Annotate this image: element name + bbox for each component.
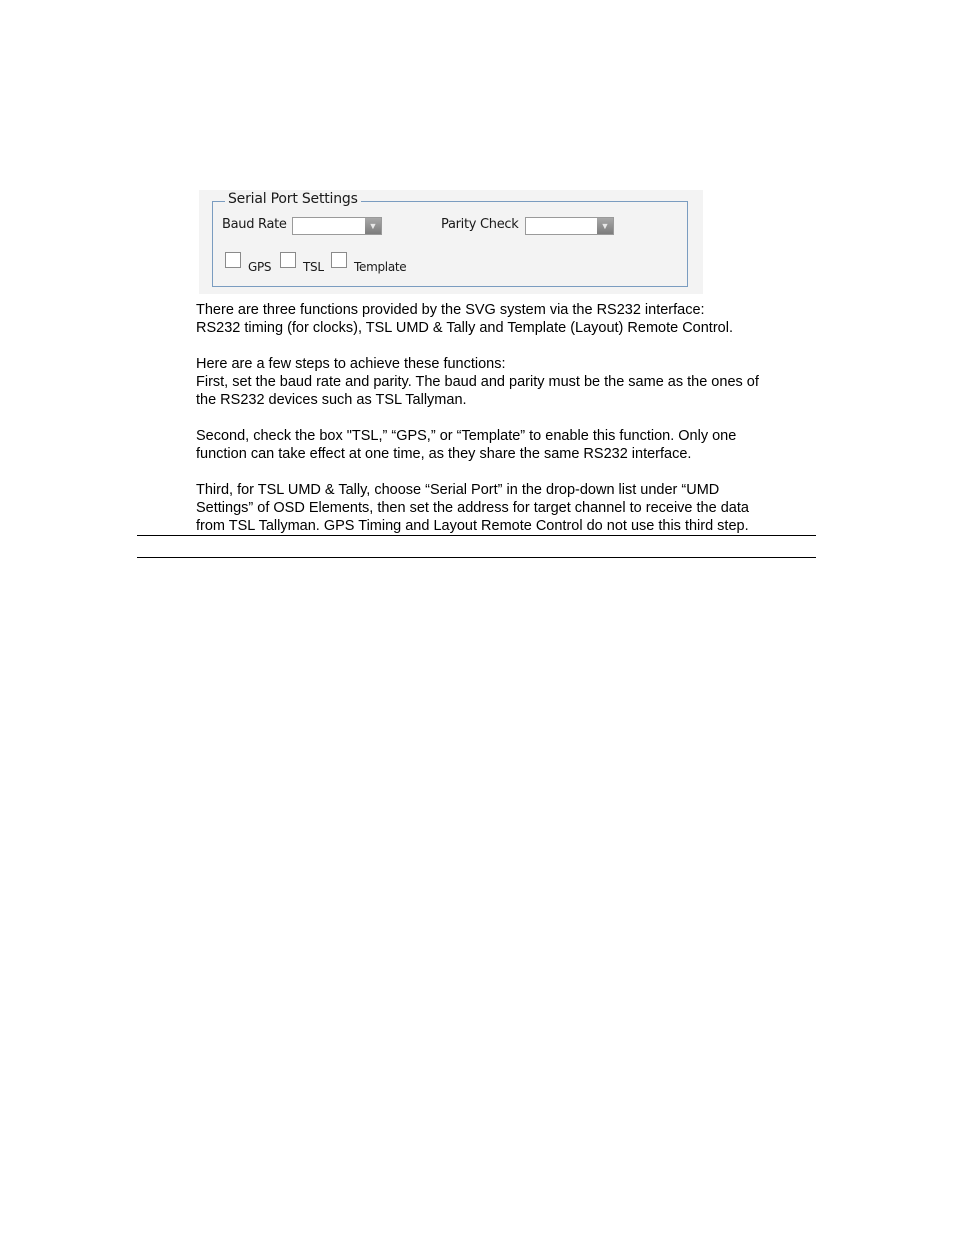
gps-checkbox-label: GPS [248,260,272,274]
steps-paragraph [196,355,816,409]
third-step-paragraph [196,481,816,535]
text-line: First, set the baud rate and parity. The baud and parity must be the same as the ones of [196,374,759,390]
parity-check-select[interactable] [525,217,614,235]
text-line: from TSL Tallyman. GPS Timing and Layout Remote Control do not use this third step. [196,518,749,534]
serial-port-settings-group [212,201,688,287]
parity-check-label: Parity Check [441,217,519,232]
dropdown-arrow-icon[interactable]: ▼ [365,218,381,234]
text-line: Second, check the box "TSL,” “GPS,” or “Template” to enable this function. Only one [196,428,737,444]
tsl-checkbox[interactable] [280,252,296,268]
serial-port-settings-legend: Serial Port Settings [225,191,361,207]
intro-paragraph [196,301,816,337]
template-checkbox[interactable] [331,252,347,268]
horizontal-rule [137,557,816,558]
dropdown-arrow-icon[interactable]: ▼ [597,218,613,234]
second-step-paragraph [196,427,816,463]
text-line: There are three functions provided by the SVG system via the RS232 interface: [196,302,705,318]
tsl-checkbox-label: TSL [303,260,324,274]
baud-rate-select[interactable] [292,217,382,235]
text-line: the RS232 devices such as TSL Tallyman. [196,392,467,408]
gps-checkbox[interactable] [225,252,241,268]
template-checkbox-label: Template [354,260,407,274]
horizontal-rule [137,535,816,536]
text-line: function can take effect at one time, as they share the same RS232 interface. [196,446,692,462]
baud-rate-label: Baud Rate [222,217,287,232]
text-line: Third, for TSL UMD & Tally, choose “Serial Port” in the drop-down list under “UMD [196,482,720,498]
text-line: Settings” of OSD Elements, then set the address for target channel to receive the data [196,500,749,516]
serial-port-settings-panel [199,190,703,294]
text-line: RS232 timing (for clocks), TSL UMD & Tally and Template (Layout) Remote Control. [196,320,733,336]
text-line: Here are a few steps to achieve these functions: [196,356,506,372]
